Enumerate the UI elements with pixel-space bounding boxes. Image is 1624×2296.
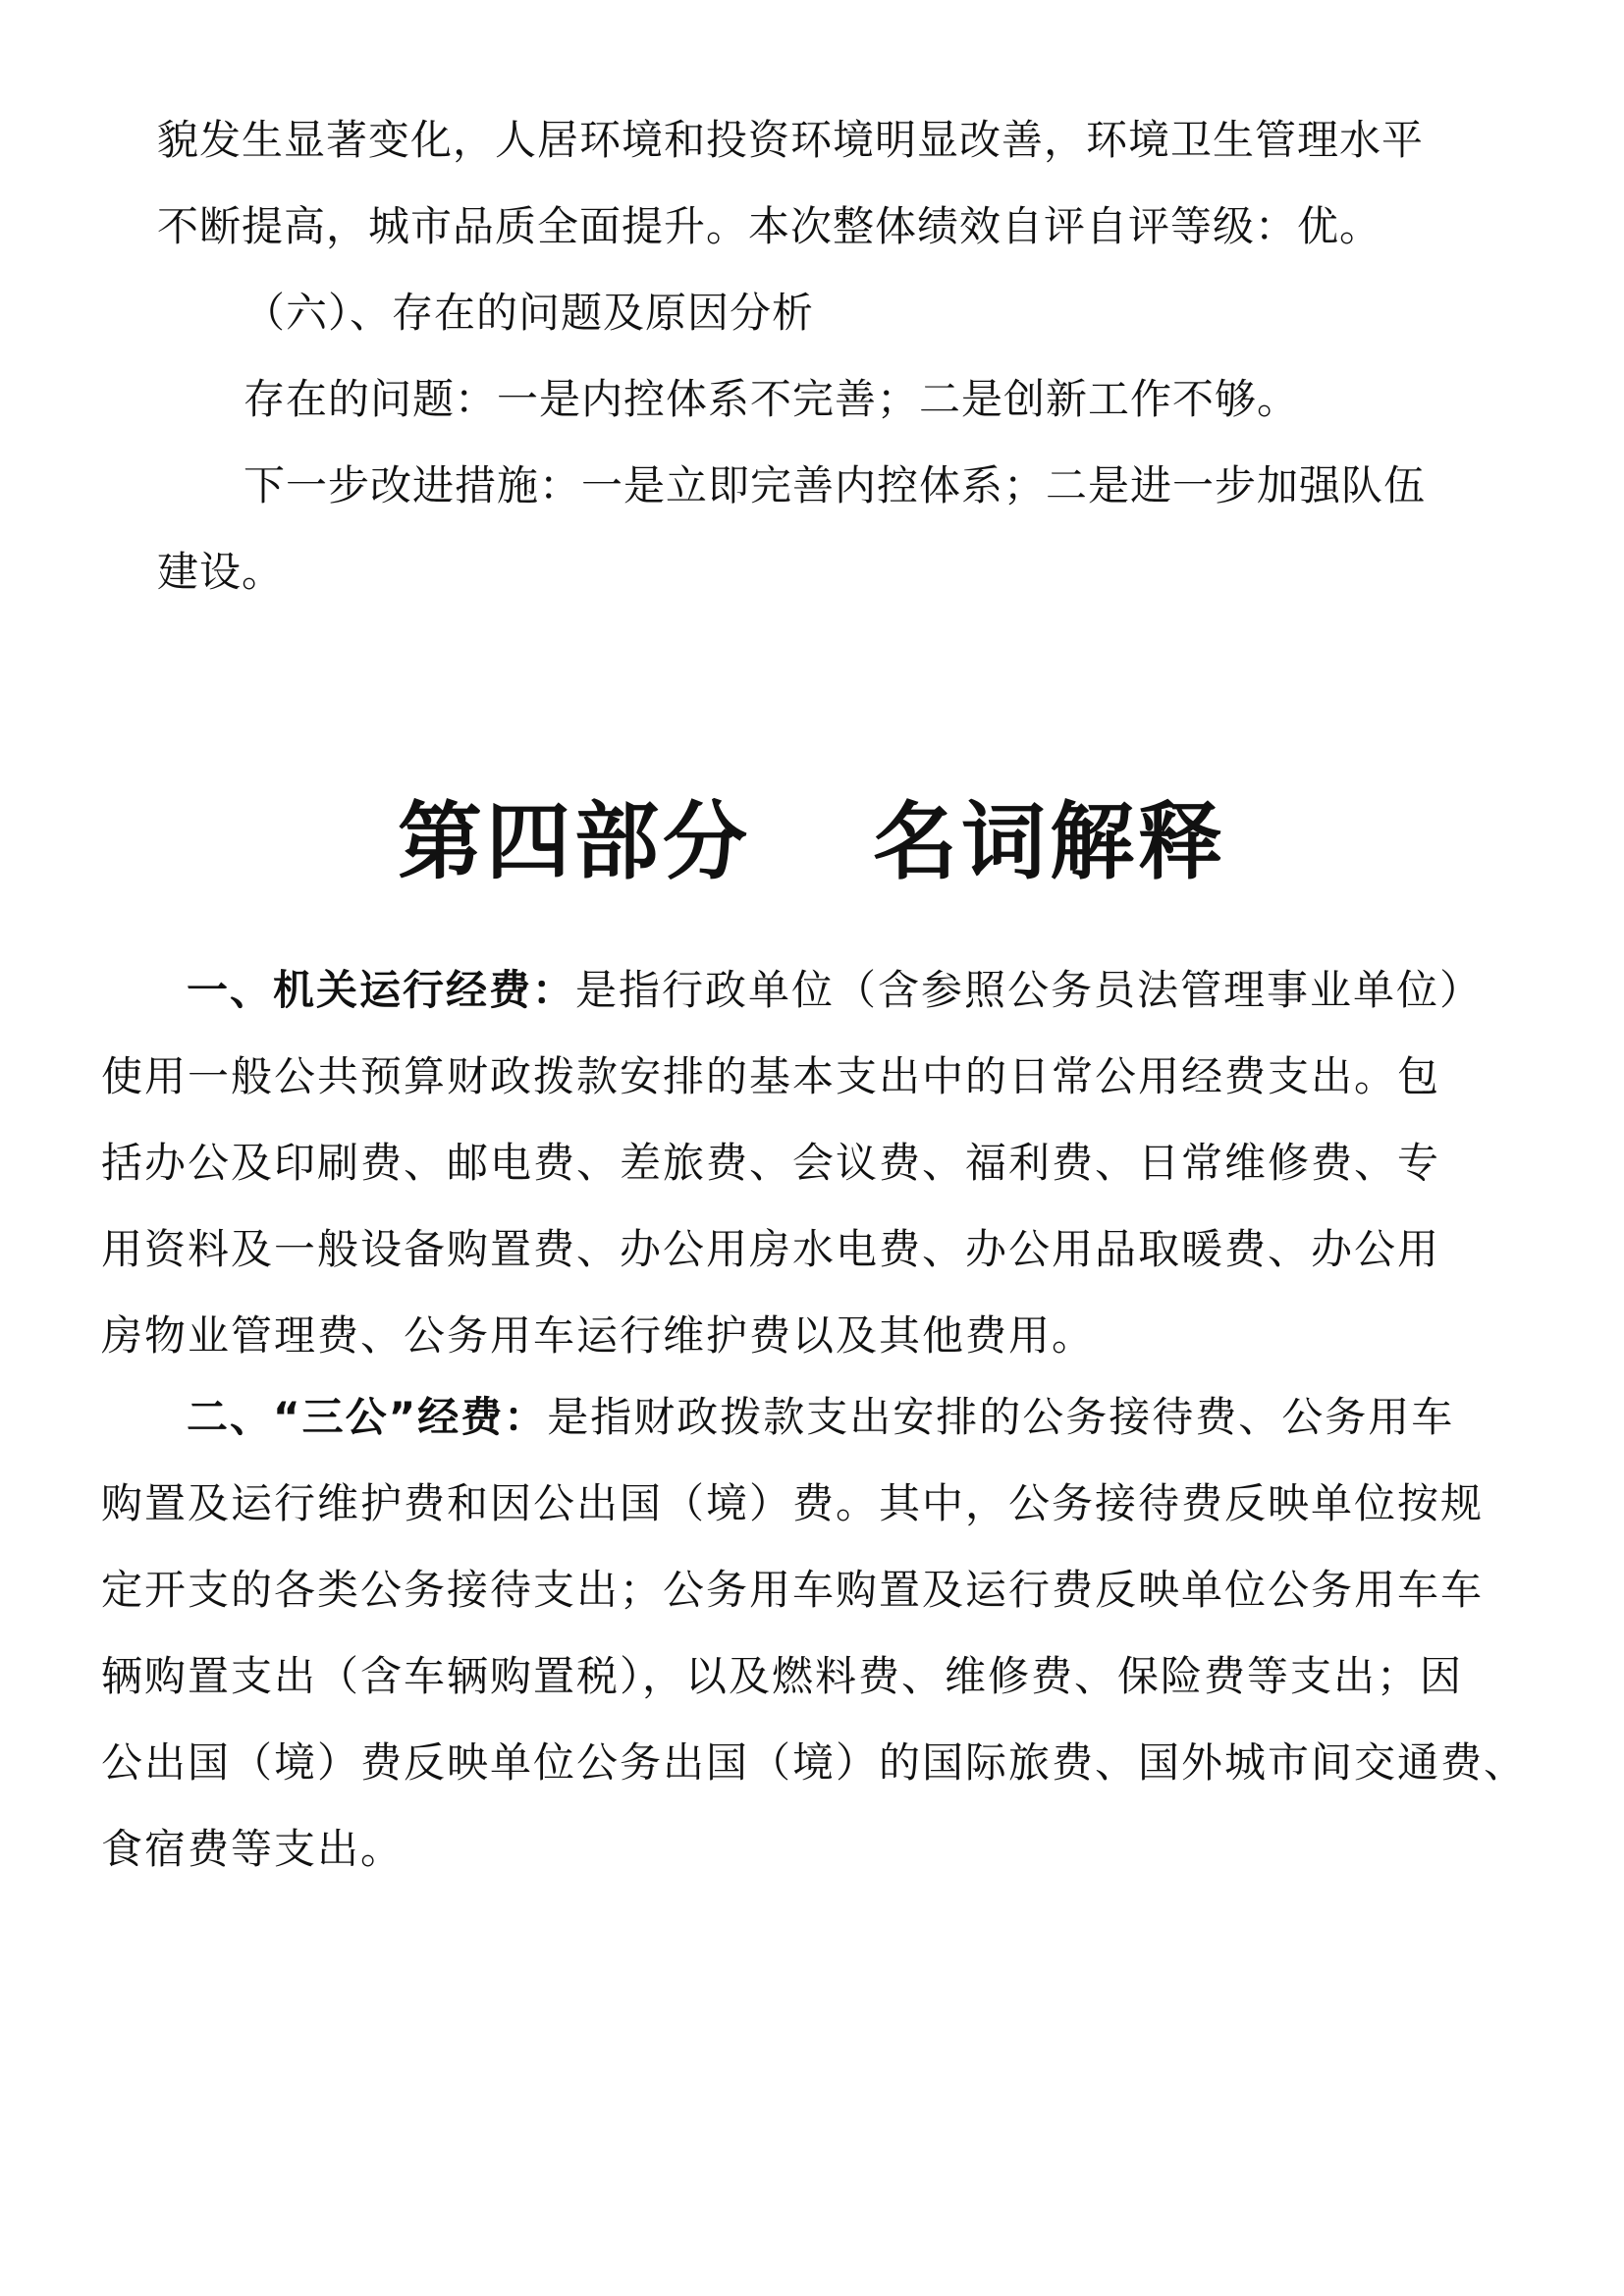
definition-2-line: 购置及运行维护费和因公出国（境）费。其中，公务接待费反映单位按规 — [101, 1479, 1485, 1527]
definition-1-term: 一、机关运行经费： — [187, 966, 576, 1014]
definition-2-term: 二、“三公”经费： — [187, 1393, 548, 1441]
definition-1-first-line — [187, 966, 1484, 1014]
definition-2-line: 辆购置支出（含车辆购置税），以及燃料费、维修费、保险费等支出；因 — [101, 1652, 1464, 1700]
definition-1-text: 是指行政单位（含参照公务员法管理事业单位） — [575, 966, 1484, 1014]
problems-paragraph: 存在的问题：一是内控体系不完善；二是创新工作不够。 — [244, 375, 1300, 423]
part-title: 第四部分 名词解释 — [398, 793, 1226, 891]
improvement-line-1: 下一步改进措施：一是立即完善内控体系；二是进一步加强队伍 — [244, 461, 1427, 509]
definition-2-line: 定开支的各类公务接待支出；公务用车购置及运行费反映单位公务用车车 — [101, 1566, 1485, 1614]
definition-2-text: 是指财政拨款支出安排的公务接待费、公务用车 — [547, 1393, 1455, 1441]
definition-2-line: 公出国（境）费反映单位公务出国（境）的国际旅费、国外城市间交通费、 — [101, 1738, 1528, 1787]
improvement-line-2: 建设。 — [157, 548, 285, 596]
definition-2-first-line — [187, 1393, 1455, 1441]
continuation-line-2: 不断提高，城市品质全面提升。本次整体绩效自评自评等级：优。 — [157, 202, 1382, 250]
definition-1-line: 房物业管理费、公务用车运行维护费以及其他费用。 — [101, 1311, 1096, 1360]
definition-1-line: 用资料及一般设备购置费、办公用房水电费、办公用品取暖费、办公用 — [101, 1225, 1441, 1273]
definition-2-line: 食宿费等支出。 — [101, 1825, 405, 1873]
continuation-line-1: 貌发生显著变化，人居环境和投资环境明显改善，环境卫生管理水平 — [157, 116, 1425, 164]
section-heading-problems: （六）、存在的问题及原因分析 — [244, 289, 815, 337]
definition-1-line: 括办公及印刷费、邮电费、差旅费、会议费、福利费、日常维修费、专 — [101, 1139, 1441, 1187]
definition-1-line: 使用一般公共预算财政拨款安排的基本支出中的日常公用经费支出。包 — [101, 1052, 1441, 1100]
